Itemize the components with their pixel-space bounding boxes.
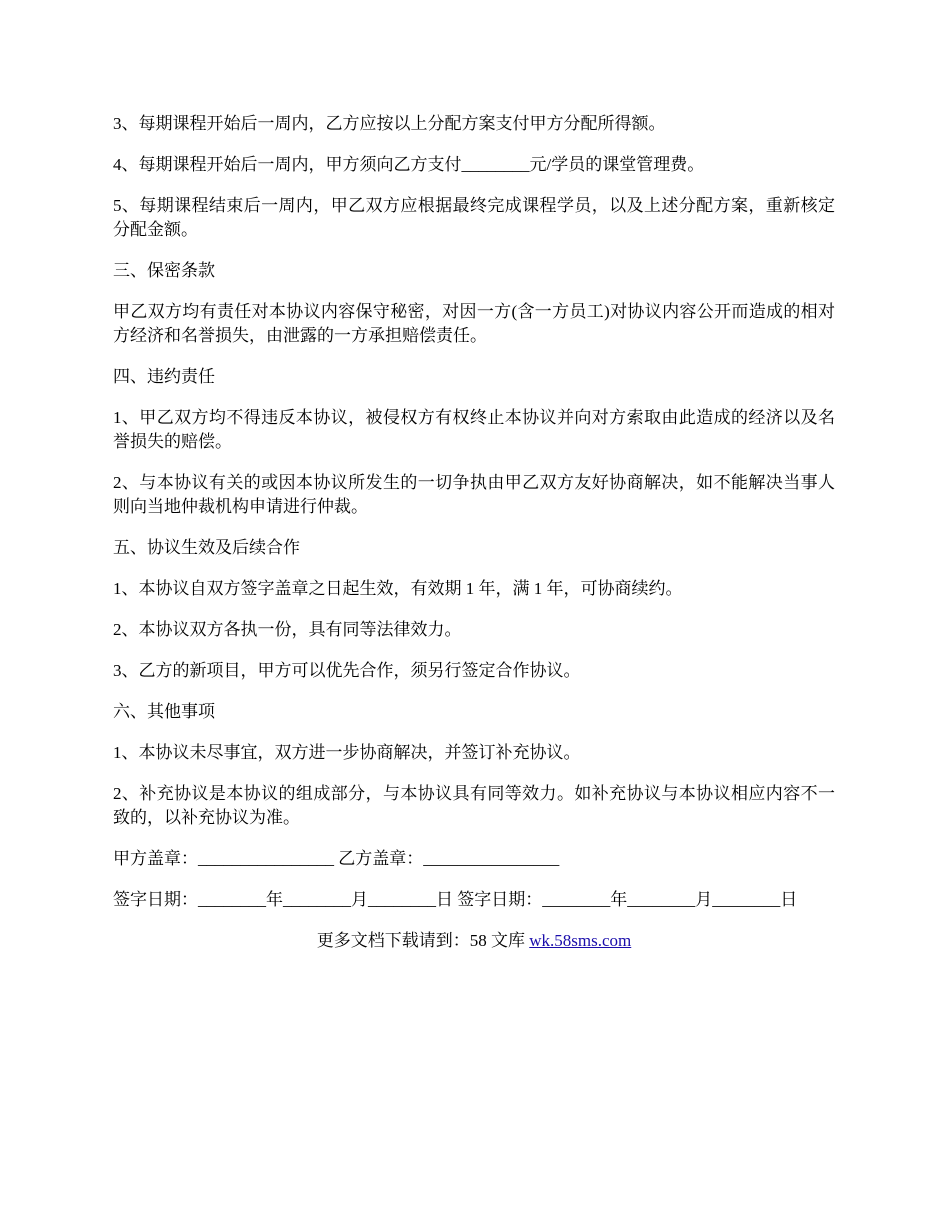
document-page [113,112,835,953]
other-clause-1: 1、本协议未尽事宜，双方进一步协商解决，并签订补充协议。 [113,743,581,762]
section-heading-liability: 四、违约责任 [113,367,215,386]
clause-4-management-fee: 4、每期课程开始后一周内，甲方须向乙方支付________元/学员的课堂管理费。 [113,155,705,174]
liability-clause-1: 1、甲乙双方均不得违反本协议，被侵权方有权终止本协议并向对方索取由此造成的经济以及名誉损失的赔偿。 [113,408,835,451]
confidentiality-clause: 甲乙双方均有责任对本协议内容保守秘密，对因一方(含一方员工)对协议内容公开而造成的相对方经济和名誉损失，由泄露的一方承担赔偿责任。 [113,302,835,345]
footer-link[interactable]: wk.58sms.com [529,931,632,950]
seal-line: 甲方盖章：________________ 乙方盖章：________________ [113,849,560,868]
effectiveness-clause-3: 3、乙方的新项目，甲方可以优先合作，须另行签定合作协议。 [113,661,581,680]
clause-5-reconciliation: 5、每期课程结束后一周内，甲乙双方应根据最终完成课程学员，以及上述分配方案，重新核定分配金额。 [113,196,835,239]
other-clause-2: 2、补充协议是本协议的组成部分，与本协议具有同等效力。如补充协议与本协议相应内容不一致的，以补充协议为准。 [113,784,835,827]
liability-clause-2: 2、与本协议有关的或因本协议所发生的一切争执由甲乙双方友好协商解决，如不能解决当事人则向当地仲裁机构申请进行仲裁。 [113,473,835,516]
effectiveness-clause-1: 1、本协议自双方签字盖章之日起生效，有效期 1 年，满 1 年，可协商续约。 [113,579,683,598]
section-heading-other: 六、其他事项 [113,702,215,721]
section-heading-confidentiality: 三、保密条款 [113,261,215,280]
download-footer [113,929,835,953]
clause-3-payment: 3、每期课程开始后一周内，乙方应按以上分配方案支付甲方分配所得额。 [113,114,666,133]
section-heading-effectiveness: 五、协议生效及后续合作 [113,538,300,557]
effectiveness-clause-2: 2、本协议双方各执一份，具有同等法律效力。 [113,620,462,639]
signature-date-line: 签字日期：________年________月________日 签字日期：________年________月________日 [113,890,798,909]
footer-text: 更多文档下载请到：58 文库 [316,931,530,950]
